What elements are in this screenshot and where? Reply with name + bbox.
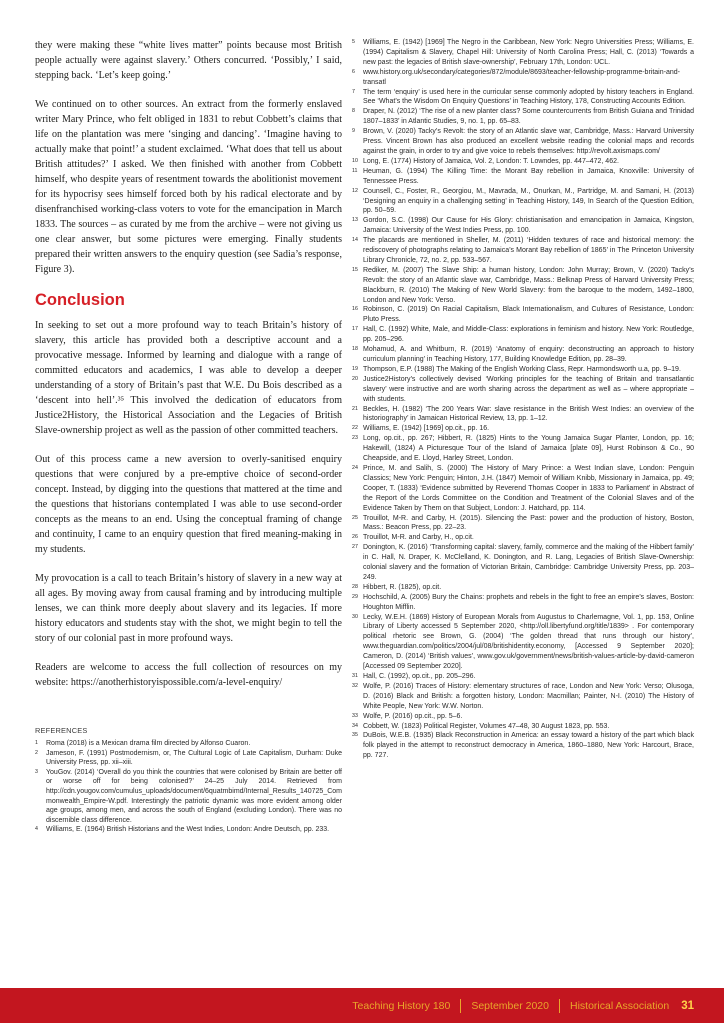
reference-item xyxy=(352,167,694,187)
references-heading: REFERENCES xyxy=(35,726,88,735)
reference-text: Rediker, M. (2007) The Slave Ship: a human history, London: John Murray; Brown, V. (2020) Tacky’s Revolt: the story of an Atlantic slave war, Cambridge, Mass.: Belknap Press of Harvard University Press; Blackburn, R. (2010) The Making of New World Slavery: from the baroque to the modern, 1492–1800, London and New York: Verso. xyxy=(363,266,694,304)
references-section xyxy=(35,726,342,835)
paragraph: Out of this process came a new aversion to overly-sanitised enquiry questions that were conjured by a pre-emptive choice of second-order concept. Instead, by digging into the questions that mattered at the time and the questions that historians contemplated I was able to use second-order concepts as the means to an end. Using the conceptual framing of change and continuity, I came to an enquiry question that fired meaning-making in my students. xyxy=(35,454,342,555)
reference-number: 9 xyxy=(352,128,355,135)
references-list-left xyxy=(35,739,342,835)
reference-number: 26 xyxy=(352,534,358,541)
conclusion-heading: Conclusion xyxy=(35,291,125,309)
page-number: 31 xyxy=(681,999,694,1012)
reference-text: DuBois, W.E.B. (1935) Black Reconstruction in America: an essay toward a history of the part which black folk played in the attempt to reconstruct democracy in America, 1860–1880, New York: Harcourt, Brace, pp. 727. xyxy=(363,732,694,760)
reference-text: Gordon, S.C. (1998) Our Cause for His Glory: christianisation and emancipation in Jamaica, Kingston, Jamaica: University of the West Indies Press, pp. 100. xyxy=(363,217,694,235)
reference-number: 29 xyxy=(352,593,358,600)
reference-number: 16 xyxy=(352,306,358,313)
reference-number: 3 xyxy=(35,768,38,775)
reference-text: Draper, N. (2012) ‘The rise of a new planter class? Some countercurrents from British Guiana and Trinidad 1807–1833’ in Atlantic Studies, 9, no. 1, pp. 65–83. xyxy=(363,108,694,126)
reference-number: 19 xyxy=(352,365,358,372)
reference-item xyxy=(352,543,694,583)
reference-number: 5 xyxy=(352,39,355,45)
reference-item xyxy=(352,325,694,345)
paragraph: Readers are welcome to access the full collection of resources on my website: https://anotherhistoryispossible.com/a-level-enquiry/ xyxy=(35,662,342,688)
reference-number: 34 xyxy=(352,722,358,729)
reference-number: 14 xyxy=(352,237,358,244)
paragraph: My provocation is a call to teach Britain’s history of slavery in a new way at all ages. By moving away from causal framing and by introducing multiple lenses, we can think more deeply about slavery and its legacies. If more history educators and students stay with the shot, we might begin to tell the story of our colonial past in more profound ways. xyxy=(35,573,342,644)
body-column xyxy=(35,38,342,835)
reference-item xyxy=(352,514,694,534)
references-list-right xyxy=(352,38,694,761)
reference-number: 11 xyxy=(352,167,358,174)
reference-text: Wolfe, P. (2016) op.cit., pp. 5–6. xyxy=(363,712,463,720)
reference-text: Long, E. (1774) History of Jamaica, Vol. 2, London: T. Lowndes, pp. 447–472, 462. xyxy=(363,157,619,165)
footer-divider xyxy=(460,999,461,1013)
reference-item xyxy=(35,739,342,749)
reference-number: 24 xyxy=(352,464,358,471)
reference-text: Lecky, W.E.H. (1869) History of European Morals from Augustus to Charlemagne, Vol. 1, pp. 153, Online Library of Liberty accessed 5 September 2020, <http://oll.libertyfund.org/title/1839> . For contemporary political rhetoric see Brown, G. (2004) ‘The golden thread that runs through our history’, www.theguardian.com/politics/2004/jul/08/britishidentity.economy, [Accessed 9 September 2020]; Cameron, D. (2014) ‘British values’, www.gov.uk/government/news/british-values-article-by-david-cameron [Accessed 09 September 2020]. xyxy=(363,613,694,671)
reference-text: Trouillot, M-R. and Carby, H., op.cit. xyxy=(363,534,474,542)
reference-text: www.history.org.uk/secondary/categories/872/module/8693/teacher-fellowship-programme-britain-and-transatl xyxy=(363,68,680,86)
endnotes-column xyxy=(352,38,694,761)
reference-item xyxy=(352,216,694,236)
reference-text: Williams, E. (1942) [1969] op.cit., pp. 16. xyxy=(363,425,490,433)
reference-item xyxy=(352,88,694,108)
reference-item xyxy=(352,107,694,127)
reference-item xyxy=(352,305,694,325)
reference-text: Donington, K. (2016) ‘Transforming capital: slavery, family, commerce and the making of the Hibbert family’ in C. Hall, N. Draper, K. McClelland, K. Donington, and R. Lang, Legacies of British Slave-Ownership: colonial slavery and the formation of Victorian Britain, Cambridge: Cambridge University Press, pp. 203–249. xyxy=(363,544,694,581)
footer-organisation: Historical Association xyxy=(569,999,670,1012)
reference-text: Long, op.cit., pp. 267; Hibbert, R. (1825) Hints to the Young Jamaica Sugar Planter, London, pp. 16; Hakewill, (1824) A Picturesque Tour of the Island of Jamaica [plate 09], Hurst Robinson & Co., 90 Cheapside, and E. Lloyd, Harley Street, London. xyxy=(363,435,694,463)
reference-text: Justice2History’s collectively devised ‘Working principles for the teaching of Britain and transatlantic slavery’ were instructive and are worth sharing across the department as well as – where appropriate – with students. xyxy=(363,375,694,403)
reference-number: 18 xyxy=(352,346,358,353)
reference-text: Prince, M. and Salih, S. (2000) The History of Mary Prince: a West Indian slave, London: Penguin Classics; New York: Penguin; Hinton, J.H. (1847) Memoir of William Knibb, Missionary in Jamaica, pp. 49; Cooper, T. (1833) ‘Evidence submitted by Reverend Thomas Cooper in 1833 to Parliament’ in Abstract of the Report of the Lords Committee on the Condition and Treatment of the Colonial Slaves and of the Evidence Taken by Them on that Subject, London: J. Hatchard, pp. 114. xyxy=(363,464,694,512)
reference-text: Trouillot, M-R. and Carby, H. (2015). Silencing the Past: power and the production of history, Boston, Mass.: Beacon Press, pp. 22–23. xyxy=(363,514,694,532)
reference-item xyxy=(352,722,694,732)
reference-number: 20 xyxy=(352,375,358,382)
reference-text: Wolfe, P. (2016) Traces of History: elementary structures of race, London and New York: Verso; Olusoga, D. (2016) Black and British: a forgotten history, London: Macmillan; Painter, N-I. (2010) The History of White People, New York: W.W. Norton. xyxy=(363,682,694,710)
reference-item xyxy=(352,464,694,514)
reference-item xyxy=(352,236,694,266)
reference-text: Mohamud, A. and Whitburn, R. (2019) ‘Anatomy of enquiry: deconstructing an approach to history curriculum planning’ in Teaching History, 177, Building Knowledge Edition, pp. 28–39. xyxy=(363,346,694,363)
reference-item xyxy=(352,712,694,722)
reference-text: Williams, E. (1964) British Historians and the West Indies, London: Andre Deutsch, pp. 233. xyxy=(46,826,330,834)
reference-number: 8 xyxy=(352,108,355,115)
reference-item xyxy=(35,825,342,835)
reference-number: 2 xyxy=(35,749,38,756)
reference-text: Cobbett, W. (1823) Political Register, Volumes 47–48, 30 August 1823, pp. 553. xyxy=(363,722,610,730)
reference-text: Thompson, E.P. (1988) The Making of the English Working Class, Repr. Harmondsworth u.a, pp. 9–19. xyxy=(363,365,681,373)
reference-number: 4 xyxy=(35,826,38,833)
reference-text: Jameson, F. (1991) Postmodernism, or, The Cultural Logic of Late Capitalism, Durham: Duke University Press, pp. xii–xiii. xyxy=(46,749,342,767)
reference-item xyxy=(352,405,694,425)
reference-item xyxy=(352,682,694,712)
reference-item xyxy=(352,375,694,405)
footer-journal-title: Teaching History 180 xyxy=(352,999,451,1012)
reference-item xyxy=(352,424,694,434)
reference-item xyxy=(35,749,342,768)
intro-paragraphs xyxy=(35,38,342,277)
reference-number: 33 xyxy=(352,712,358,719)
reference-text: Heuman, G. (1994) The Killing Time: the Morant Bay rebellion in Jamaica, Knoxville: University of Tennessee Press. xyxy=(363,167,694,185)
reference-item xyxy=(352,345,694,365)
reference-item xyxy=(352,127,694,157)
reference-text: Hibbert, R. (1825), op.cit. xyxy=(363,583,442,591)
reference-text: Counsell, C., Foster, R., Georgiou, M., Mavrada, M., Onurkan, M., Partridge, M. and Samani, H. (2013) ‘Designing an enquiry in a challenging setting’ in Teaching History, 149, In Search of the Question Edition, pp. 50–59. xyxy=(363,187,694,215)
reference-text: Williams, E. (1942) [1969] The Negro in the Caribbean, New York: Negro Universities Press; Williams, E. (1994) Capitalism & Slavery, Chapel Hill: University of North Carolina Press; Hall, C. (2013) ‘Towards a new past: the legacies of British slave-ownership’, February 17th, London: UCL. xyxy=(363,39,694,66)
reference-number: 13 xyxy=(352,217,358,224)
footer-issue-date: September 2020 xyxy=(471,999,549,1012)
reference-number: 6 xyxy=(352,68,355,75)
paragraph: We continued on to other sources. An extract from the formerly enslaved writer Mary Prince, who felt obliged in 1831 to rebut Cobbett’s claims that life on the plantation was mere ‘singing and dancing’. ‘Imagine having to actually make that point!’ a student exclaimed. ‘What does that tell us about British attitudes?’ I asked. We then finished with another from Cobbett himself, who despite years of resentment towards the abolitionist movement for its hypocrisy sees himself forced both by his radical electorate and by disenfranchised working-class voters to vote for the emancipation in March 1833. The sources – as curated by me from the archive – were not giving us one clear answer, but some pictures were emerging. Finally students prepared their written answers to the enquiry question (see Sadia’s response, Figure 3). xyxy=(35,99,342,275)
footer-divider xyxy=(559,999,560,1013)
reference-text: Roma (2018) is a Mexican drama film directed by Alfonso Cuaron. xyxy=(46,740,251,747)
reference-item xyxy=(352,68,694,88)
reference-text: Beckles, H. (1982) ‘The 200 Years War: slave resistance in the British West Indies: an overview of the historiography’ in Jamaican Historical Review, 13, pp. 1–12. xyxy=(363,405,694,423)
reference-item xyxy=(352,672,694,682)
reference-number: 22 xyxy=(352,425,358,432)
reference-text: Hochschild, A. (2005) Bury the Chains: prophets and rebels in the fight to free an empire’s slaves, Boston: Houghton Mifflin. xyxy=(363,593,694,611)
reference-item xyxy=(352,434,694,464)
reference-number: 7 xyxy=(352,88,355,95)
reference-number: 32 xyxy=(352,682,358,689)
reference-number: 15 xyxy=(352,266,358,273)
reference-number: 25 xyxy=(352,514,358,521)
paragraph: In seeking to set out a more profound way to teach Britain’s history of slavery, this article has provided both a descriptive account and a provocative message. Informed by learning and dialogue with a range of committed educators and academics, I was able to develop a deeper understanding of a story of Britain’s past that W.E. Du Bois described as a ‘descent into hell’.³⁵ This involved the dedication of educators from Justice2History, the Historical Association and the Legacies of British Slave-ownership project as well as the passion of other committed teachers. xyxy=(35,320,342,436)
reference-text: The term ‘enquiry’ is used here in the curricular sense commonly adopted by history teachers in England. See ‘What’s the Wisdom On Enquiry Questions’ in Teaching History, 178, Constructing Accounts Edition. xyxy=(363,88,694,106)
page-footer xyxy=(0,988,724,1023)
reference-number: 27 xyxy=(352,544,358,551)
reference-text: Hall, C. (1992), op.cit., pp. 205–296. xyxy=(363,673,476,680)
reference-text: Robinson, C. (2019) On Racial Capitalism, Black Internationalism, and Cultures of Resistance, London: Pluto Press. xyxy=(363,306,694,324)
reference-item xyxy=(352,365,694,375)
reference-item xyxy=(352,533,694,543)
reference-text: Brown, V. (2020) Tacky’s Revolt: the story of an Atlantic slave war, Cambridge, Mass.: Harvard University Press. Vincent Brown has also produced an excellent website reading the colonial maps and records against the grain, in order to try and give voice to rebels themselves: http://revolt.axismaps.com/ xyxy=(363,128,694,155)
reference-item xyxy=(352,593,694,613)
reference-number: 17 xyxy=(352,326,358,333)
reference-number: 12 xyxy=(352,187,358,194)
reference-text: Hall, C. (1992) White, Male, and Middle-Class: explorations in feminism and history. New York: Routledge, pp. 205–296. xyxy=(363,326,694,344)
reference-number: 31 xyxy=(352,673,358,679)
reference-text: The placards are mentioned in Sheller, M. (2011) ‘Hidden textures of race and historical memory: the rediscovery of photographs relating to Jamaica’s Morant Bay rebellion of 1865’ in The Princeton University Library Chronicle, 72, no. 2, pp. 533–567. xyxy=(363,237,694,264)
reference-item xyxy=(352,583,694,593)
reference-number: 23 xyxy=(352,435,358,442)
conclusion-paragraphs xyxy=(35,318,342,690)
reference-item xyxy=(352,266,694,306)
reference-number: 21 xyxy=(352,405,358,412)
reference-text: YouGov. (2014) ‘Overall do you think the countries that were colonised by Britain are better off or worse off for being colonised?’ 24–25 July 2014. Retrieved from http://cdn.yougov.com/cumulus_uploads/document/6quatmbimd/Internal_Results_140725_Commonwealth_Empire-W.pdf. Interestingly the patriotic dynamic was more evident among older age groups, among men, and across the south of England (excluding London). There was no discernible class difference. xyxy=(46,768,342,824)
reference-item xyxy=(352,187,694,217)
reference-item xyxy=(352,731,694,761)
reference-number: 30 xyxy=(352,613,358,620)
reference-number: 28 xyxy=(352,583,358,590)
reference-item xyxy=(35,768,342,826)
reference-number: 35 xyxy=(352,732,358,739)
reference-number: 10 xyxy=(352,157,358,164)
reference-item xyxy=(352,613,694,672)
reference-number: 1 xyxy=(35,740,38,746)
paragraph: they were making these “white lives matter” points because most British people actually were against slavery.’ Others concurred. ‘Possibly,’ I said, stepping back. ‘Let’s keep going.’ xyxy=(35,40,342,81)
reference-item xyxy=(352,38,694,68)
reference-item xyxy=(352,157,694,167)
